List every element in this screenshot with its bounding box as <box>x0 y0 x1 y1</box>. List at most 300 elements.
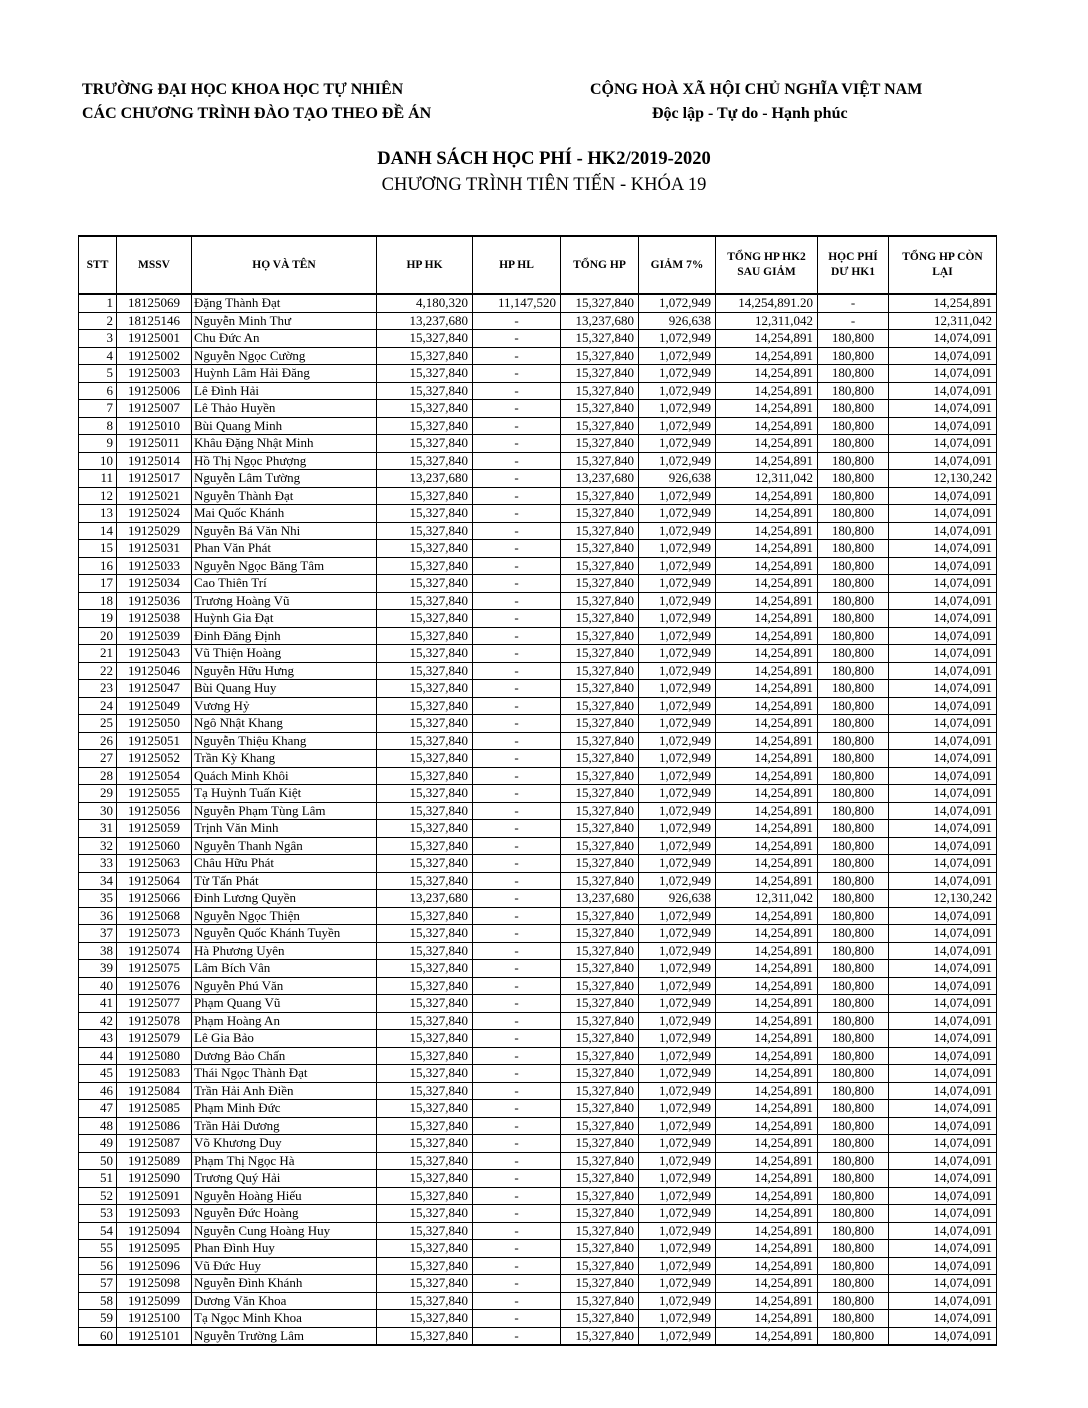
stt-cell: 24 <box>79 697 117 715</box>
total-hp-cell: 15,327,840 <box>561 1327 639 1345</box>
column-header: GIẢM 7% <box>639 236 716 294</box>
table-row <box>79 435 997 453</box>
hp-hk-cell: 15,327,840 <box>377 487 473 505</box>
after-discount-cell: 14,254,891 <box>716 1222 818 1240</box>
total-hp-cell: 15,327,840 <box>561 1275 639 1293</box>
hp-hk-cell: 15,327,840 <box>377 505 473 523</box>
hp-hl-cell: - <box>473 400 561 418</box>
table-row <box>79 610 997 628</box>
hp-hk-cell: 15,327,840 <box>377 1117 473 1135</box>
surplus-cell: 180,800 <box>818 1310 889 1328</box>
hp-hl-cell: - <box>473 557 561 575</box>
title-main: DANH SÁCH HỌC PHÍ - HK2/2019-2020 <box>377 149 711 169</box>
name-cell: Nguyễn Cung Hoàng Huy <box>192 1222 377 1240</box>
table-row <box>79 1292 997 1310</box>
stt-cell: 2 <box>79 312 117 330</box>
mssv-cell: 19125095 <box>117 1240 192 1258</box>
discount-cell: 1,072,949 <box>639 1030 716 1048</box>
stt-cell: 20 <box>79 627 117 645</box>
table-row <box>79 1275 997 1293</box>
table-row <box>79 487 997 505</box>
name-cell: Nguyễn Bá Văn Nhi <box>192 522 377 540</box>
total-hp-cell: 15,327,840 <box>561 365 639 383</box>
remaining-cell: 14,074,091 <box>889 330 997 348</box>
hp-hl-cell: - <box>473 872 561 890</box>
total-hp-cell: 15,327,840 <box>561 1152 639 1170</box>
after-discount-cell: 14,254,891 <box>716 925 818 943</box>
table-row <box>79 1222 997 1240</box>
discount-cell: 1,072,949 <box>639 1065 716 1083</box>
after-discount-cell: 14,254,891 <box>716 785 818 803</box>
remaining-cell: 14,074,091 <box>889 452 997 470</box>
surplus-cell: 180,800 <box>818 715 889 733</box>
discount-cell: 1,072,949 <box>639 1152 716 1170</box>
after-discount-cell: 14,254,891 <box>716 1257 818 1275</box>
remaining-cell: 14,074,091 <box>889 1310 997 1328</box>
mssv-cell: 19125002 <box>117 347 192 365</box>
discount-cell: 1,072,949 <box>639 907 716 925</box>
discount-cell: 1,072,949 <box>639 662 716 680</box>
column-header: TỔNG HP HK2 SAU GIẢM <box>716 236 818 294</box>
mssv-cell: 19125066 <box>117 890 192 908</box>
remaining-cell: 14,074,091 <box>889 1012 997 1030</box>
name-cell: Nguyễn Ngọc Băng Tâm <box>192 557 377 575</box>
hp-hk-cell: 13,237,680 <box>377 312 473 330</box>
stt-cell: 28 <box>79 767 117 785</box>
remaining-cell: 14,074,091 <box>889 417 997 435</box>
surplus-cell: 180,800 <box>818 592 889 610</box>
hp-hk-cell: 15,327,840 <box>377 347 473 365</box>
discount-cell: 1,072,949 <box>639 1135 716 1153</box>
hp-hk-cell: 15,327,840 <box>377 995 473 1013</box>
name-cell: Châu Hữu Phát <box>192 855 377 873</box>
table-row <box>79 1327 997 1345</box>
total-hp-cell: 15,327,840 <box>561 732 639 750</box>
mssv-cell: 19125090 <box>117 1170 192 1188</box>
name-cell: Nguyễn Phạm Tùng Lâm <box>192 802 377 820</box>
stt-cell: 36 <box>79 907 117 925</box>
hp-hl-cell: - <box>473 1117 561 1135</box>
remaining-cell: 14,074,091 <box>889 732 997 750</box>
surplus-cell: 180,800 <box>818 802 889 820</box>
hp-hk-cell: 15,327,840 <box>377 417 473 435</box>
total-hp-cell: 15,327,840 <box>561 540 639 558</box>
table-row <box>79 417 997 435</box>
after-discount-cell: 14,254,891 <box>716 995 818 1013</box>
remaining-cell: 12,130,242 <box>889 470 997 488</box>
stt-cell: 38 <box>79 942 117 960</box>
remaining-cell: 14,074,091 <box>889 1205 997 1223</box>
name-cell: Lâm Bích Vân <box>192 960 377 978</box>
total-hp-cell: 15,327,840 <box>561 1170 639 1188</box>
hp-hk-cell: 15,327,840 <box>377 645 473 663</box>
hp-hk-cell: 15,327,840 <box>377 557 473 575</box>
remaining-cell: 12,311,042 <box>889 312 997 330</box>
discount-cell: 1,072,949 <box>639 995 716 1013</box>
discount-cell: 1,072,949 <box>639 820 716 838</box>
after-discount-cell: 14,254,891 <box>716 802 818 820</box>
remaining-cell: 14,074,091 <box>889 1257 997 1275</box>
table-row <box>79 505 997 523</box>
hp-hk-cell: 15,327,840 <box>377 925 473 943</box>
after-discount-cell: 14,254,891 <box>716 1012 818 1030</box>
hp-hk-cell: 15,327,840 <box>377 452 473 470</box>
table-row <box>79 1152 997 1170</box>
total-hp-cell: 15,327,840 <box>561 452 639 470</box>
hp-hl-cell: - <box>473 750 561 768</box>
surplus-cell: 180,800 <box>818 627 889 645</box>
after-discount-cell: 14,254,891 <box>716 1152 818 1170</box>
name-cell: Võ Khương Duy <box>192 1135 377 1153</box>
remaining-cell: 14,074,091 <box>889 802 997 820</box>
stt-cell: 10 <box>79 452 117 470</box>
mssv-cell: 19125046 <box>117 662 192 680</box>
after-discount-cell: 14,254,891 <box>716 627 818 645</box>
mssv-cell: 19125006 <box>117 382 192 400</box>
hp-hl-cell: - <box>473 977 561 995</box>
discount-cell: 1,072,949 <box>639 347 716 365</box>
after-discount-cell: 14,254,891 <box>716 837 818 855</box>
hp-hk-cell: 15,327,840 <box>377 960 473 978</box>
after-discount-cell: 14,254,891 <box>716 1117 818 1135</box>
total-hp-cell: 15,327,840 <box>561 1187 639 1205</box>
table-row <box>79 855 997 873</box>
name-cell: Vương Hỷ <box>192 697 377 715</box>
discount-cell: 1,072,949 <box>639 750 716 768</box>
total-hp-cell: 15,327,840 <box>561 820 639 838</box>
hp-hl-cell: - <box>473 942 561 960</box>
remaining-cell: 14,074,091 <box>889 627 997 645</box>
remaining-cell: 14,074,091 <box>889 592 997 610</box>
surplus-cell: 180,800 <box>818 1030 889 1048</box>
mssv-cell: 19125079 <box>117 1030 192 1048</box>
stt-cell: 23 <box>79 680 117 698</box>
hp-hk-cell: 15,327,840 <box>377 680 473 698</box>
surplus-cell: 180,800 <box>818 382 889 400</box>
discount-cell: 1,072,949 <box>639 522 716 540</box>
total-hp-cell: 15,327,840 <box>561 294 639 312</box>
name-cell: Nguyễn Thành Đạt <box>192 487 377 505</box>
discount-cell: 1,072,949 <box>639 942 716 960</box>
mssv-cell: 19125036 <box>117 592 192 610</box>
mssv-cell: 19125014 <box>117 452 192 470</box>
remaining-cell: 14,074,091 <box>889 872 997 890</box>
discount-cell: 1,072,949 <box>639 1047 716 1065</box>
hp-hl-cell: - <box>473 1152 561 1170</box>
total-hp-cell: 15,327,840 <box>561 750 639 768</box>
hp-hk-cell: 15,327,840 <box>377 1292 473 1310</box>
remaining-cell: 14,074,091 <box>889 1275 997 1293</box>
remaining-cell: 14,074,091 <box>889 487 997 505</box>
hp-hk-cell: 15,327,840 <box>377 522 473 540</box>
after-discount-cell: 14,254,891 <box>716 697 818 715</box>
remaining-cell: 14,074,091 <box>889 1240 997 1258</box>
mssv-cell: 19125051 <box>117 732 192 750</box>
hp-hk-cell: 15,327,840 <box>377 1240 473 1258</box>
mssv-cell: 19125001 <box>117 330 192 348</box>
name-cell: Huỳnh Lâm Hải Đăng <box>192 365 377 383</box>
total-hp-cell: 15,327,840 <box>561 837 639 855</box>
hp-hk-cell: 15,327,840 <box>377 1170 473 1188</box>
table-row <box>79 575 997 593</box>
name-cell: Huỳnh Gia Đạt <box>192 610 377 628</box>
table-row <box>79 697 997 715</box>
surplus-cell: 180,800 <box>818 1117 889 1135</box>
table-row <box>79 767 997 785</box>
hp-hl-cell: - <box>473 890 561 908</box>
surplus-cell: 180,800 <box>818 365 889 383</box>
name-cell: Lê Đình Hải <box>192 382 377 400</box>
total-hp-cell: 15,327,840 <box>561 557 639 575</box>
hp-hl-cell: - <box>473 1100 561 1118</box>
mssv-cell: 19125084 <box>117 1082 192 1100</box>
hp-hk-cell: 15,327,840 <box>377 837 473 855</box>
column-header: MSSV <box>117 236 192 294</box>
remaining-cell: 14,074,091 <box>889 1030 997 1048</box>
mssv-cell: 19125091 <box>117 1187 192 1205</box>
name-cell: Trịnh Văn Minh <box>192 820 377 838</box>
table-row <box>79 1100 997 1118</box>
discount-cell: 1,072,949 <box>639 575 716 593</box>
total-hp-cell: 15,327,840 <box>561 505 639 523</box>
mssv-cell: 19125068 <box>117 907 192 925</box>
title-sub: CHƯƠNG TRÌNH TIÊN TIẾN - KHÓA 19 <box>381 175 707 195</box>
discount-cell: 1,072,949 <box>639 645 716 663</box>
remaining-cell: 14,074,091 <box>889 1047 997 1065</box>
table-row <box>79 347 997 365</box>
total-hp-cell: 15,327,840 <box>561 575 639 593</box>
hp-hl-cell: - <box>473 522 561 540</box>
stt-cell: 48 <box>79 1117 117 1135</box>
table-body <box>79 294 997 1345</box>
surplus-cell: 180,800 <box>818 977 889 995</box>
mssv-cell: 19125074 <box>117 942 192 960</box>
discount-cell: 1,072,949 <box>639 1257 716 1275</box>
surplus-cell: 180,800 <box>818 820 889 838</box>
column-header: HỌC PHÍ DƯ HK1 <box>818 236 889 294</box>
surplus-cell: 180,800 <box>818 1135 889 1153</box>
after-discount-cell: 14,254,891 <box>716 1047 818 1065</box>
total-hp-cell: 13,237,680 <box>561 470 639 488</box>
hp-hk-cell: 15,327,840 <box>377 1082 473 1100</box>
column-header: HP HL <box>473 236 561 294</box>
total-hp-cell: 15,327,840 <box>561 522 639 540</box>
mssv-cell: 19125010 <box>117 417 192 435</box>
hp-hk-cell: 15,327,840 <box>377 382 473 400</box>
total-hp-cell: 15,327,840 <box>561 1117 639 1135</box>
table-row <box>79 1047 997 1065</box>
remaining-cell: 14,074,091 <box>889 1187 997 1205</box>
total-hp-cell: 15,327,840 <box>561 977 639 995</box>
table-row <box>79 592 997 610</box>
total-hp-cell: 15,327,840 <box>561 610 639 628</box>
name-cell: Dương Văn Khoa <box>192 1292 377 1310</box>
discount-cell: 1,072,949 <box>639 627 716 645</box>
table-row <box>79 802 997 820</box>
hp-hl-cell: - <box>473 1187 561 1205</box>
discount-cell: 1,072,949 <box>639 1012 716 1030</box>
column-header: TỔNG HP <box>561 236 639 294</box>
after-discount-cell: 14,254,891 <box>716 872 818 890</box>
hp-hl-cell: - <box>473 995 561 1013</box>
hp-hl-cell: - <box>473 1222 561 1240</box>
discount-cell: 1,072,949 <box>639 400 716 418</box>
stt-cell: 18 <box>79 592 117 610</box>
national-motto: Độc lập - Tự do - Hạnh phúc <box>652 105 848 122</box>
stt-cell: 5 <box>79 365 117 383</box>
hp-hk-cell: 15,327,840 <box>377 365 473 383</box>
stt-cell: 55 <box>79 1240 117 1258</box>
mssv-cell: 18125146 <box>117 312 192 330</box>
name-cell: Khâu Đặng Nhật Minh <box>192 435 377 453</box>
hp-hk-cell: 15,327,840 <box>377 802 473 820</box>
surplus-cell: 180,800 <box>818 890 889 908</box>
hp-hl-cell: - <box>473 732 561 750</box>
hp-hl-cell: - <box>473 802 561 820</box>
name-cell: Nguyễn Thanh Ngân <box>192 837 377 855</box>
mssv-cell: 19125011 <box>117 435 192 453</box>
total-hp-cell: 15,327,840 <box>561 785 639 803</box>
stt-cell: 54 <box>79 1222 117 1240</box>
remaining-cell: 14,074,091 <box>889 382 997 400</box>
mssv-cell: 19125080 <box>117 1047 192 1065</box>
stt-cell: 31 <box>79 820 117 838</box>
stt-cell: 16 <box>79 557 117 575</box>
stt-cell: 30 <box>79 802 117 820</box>
mssv-cell: 19125047 <box>117 680 192 698</box>
fee-table <box>78 235 997 1346</box>
name-cell: Từ Tấn Phát <box>192 872 377 890</box>
stt-cell: 53 <box>79 1205 117 1223</box>
mssv-cell: 19125063 <box>117 855 192 873</box>
after-discount-cell: 14,254,891 <box>716 592 818 610</box>
after-discount-cell: 14,254,891 <box>716 1135 818 1153</box>
stt-cell: 26 <box>79 732 117 750</box>
hp-hk-cell: 15,327,840 <box>377 1187 473 1205</box>
name-cell: Nguyễn Đức Hoàng <box>192 1205 377 1223</box>
surplus-cell: 180,800 <box>818 557 889 575</box>
table-row <box>79 294 997 312</box>
discount-cell: 1,072,949 <box>639 1082 716 1100</box>
total-hp-cell: 15,327,840 <box>561 435 639 453</box>
name-cell: Phạm Thị Ngọc Hà <box>192 1152 377 1170</box>
stt-cell: 6 <box>79 382 117 400</box>
after-discount-cell: 14,254,891 <box>716 715 818 733</box>
hp-hl-cell: - <box>473 1327 561 1345</box>
surplus-cell: 180,800 <box>818 1082 889 1100</box>
hp-hl-cell: - <box>473 435 561 453</box>
stt-cell: 17 <box>79 575 117 593</box>
remaining-cell: 14,074,091 <box>889 907 997 925</box>
after-discount-cell: 12,311,042 <box>716 312 818 330</box>
surplus-cell: 180,800 <box>818 662 889 680</box>
total-hp-cell: 15,327,840 <box>561 382 639 400</box>
hp-hl-cell: - <box>473 785 561 803</box>
surplus-cell: - <box>818 294 889 312</box>
mssv-cell: 19125033 <box>117 557 192 575</box>
table-row <box>79 890 997 908</box>
stt-cell: 27 <box>79 750 117 768</box>
after-discount-cell: 14,254,891 <box>716 820 818 838</box>
after-discount-cell: 14,254,891 <box>716 1310 818 1328</box>
table-header-row <box>79 236 997 294</box>
after-discount-cell: 14,254,891 <box>716 505 818 523</box>
mssv-cell: 19125098 <box>117 1275 192 1293</box>
surplus-cell: 180,800 <box>818 767 889 785</box>
remaining-cell: 14,074,091 <box>889 1222 997 1240</box>
discount-cell: 1,072,949 <box>639 960 716 978</box>
hp-hl-cell: - <box>473 1135 561 1153</box>
total-hp-cell: 15,327,840 <box>561 662 639 680</box>
stt-cell: 35 <box>79 890 117 908</box>
total-hp-cell: 13,237,680 <box>561 890 639 908</box>
table-row <box>79 540 997 558</box>
table-row <box>79 1240 997 1258</box>
total-hp-cell: 15,327,840 <box>561 942 639 960</box>
mssv-cell: 19125093 <box>117 1205 192 1223</box>
after-discount-cell: 14,254,891 <box>716 382 818 400</box>
hp-hl-cell: - <box>473 505 561 523</box>
hp-hk-cell: 15,327,840 <box>377 627 473 645</box>
after-discount-cell: 14,254,891 <box>716 365 818 383</box>
mssv-cell: 19125094 <box>117 1222 192 1240</box>
mssv-cell: 19125089 <box>117 1152 192 1170</box>
hp-hk-cell: 15,327,840 <box>377 942 473 960</box>
table-row <box>79 452 997 470</box>
mssv-cell: 19125007 <box>117 400 192 418</box>
name-cell: Nguyễn Đình Khánh <box>192 1275 377 1293</box>
surplus-cell: 180,800 <box>818 907 889 925</box>
remaining-cell: 14,074,091 <box>889 1117 997 1135</box>
table-row <box>79 872 997 890</box>
mssv-cell: 19125038 <box>117 610 192 628</box>
hp-hk-cell: 15,327,840 <box>377 855 473 873</box>
table-row <box>79 750 997 768</box>
hp-hl-cell: - <box>473 487 561 505</box>
total-hp-cell: 15,327,840 <box>561 767 639 785</box>
after-discount-cell: 14,254,891 <box>716 767 818 785</box>
discount-cell: 1,072,949 <box>639 785 716 803</box>
stt-cell: 3 <box>79 330 117 348</box>
surplus-cell: 180,800 <box>818 1152 889 1170</box>
remaining-cell: 14,074,091 <box>889 680 997 698</box>
surplus-cell: 180,800 <box>818 1205 889 1223</box>
discount-cell: 1,072,949 <box>639 977 716 995</box>
table-row <box>79 470 997 488</box>
hp-hl-cell: - <box>473 452 561 470</box>
total-hp-cell: 15,327,840 <box>561 697 639 715</box>
table-row <box>79 1030 997 1048</box>
hp-hk-cell: 15,327,840 <box>377 907 473 925</box>
surplus-cell: 180,800 <box>818 1275 889 1293</box>
national-header <box>590 78 922 126</box>
hp-hk-cell: 15,327,840 <box>377 592 473 610</box>
after-discount-cell: 14,254,891 <box>716 855 818 873</box>
hp-hl-cell: - <box>473 1310 561 1328</box>
after-discount-cell: 14,254,891 <box>716 400 818 418</box>
mssv-cell: 18125069 <box>117 294 192 312</box>
discount-cell: 1,072,949 <box>639 610 716 628</box>
name-cell: Nguyễn Thiệu Khang <box>192 732 377 750</box>
remaining-cell: 14,074,091 <box>889 855 997 873</box>
table-row <box>79 1135 997 1153</box>
mssv-cell: 19125017 <box>117 470 192 488</box>
after-discount-cell: 14,254,891 <box>716 435 818 453</box>
discount-cell: 1,072,949 <box>639 365 716 383</box>
remaining-cell: 14,074,091 <box>889 540 997 558</box>
stt-cell: 37 <box>79 925 117 943</box>
after-discount-cell: 14,254,891 <box>716 1275 818 1293</box>
